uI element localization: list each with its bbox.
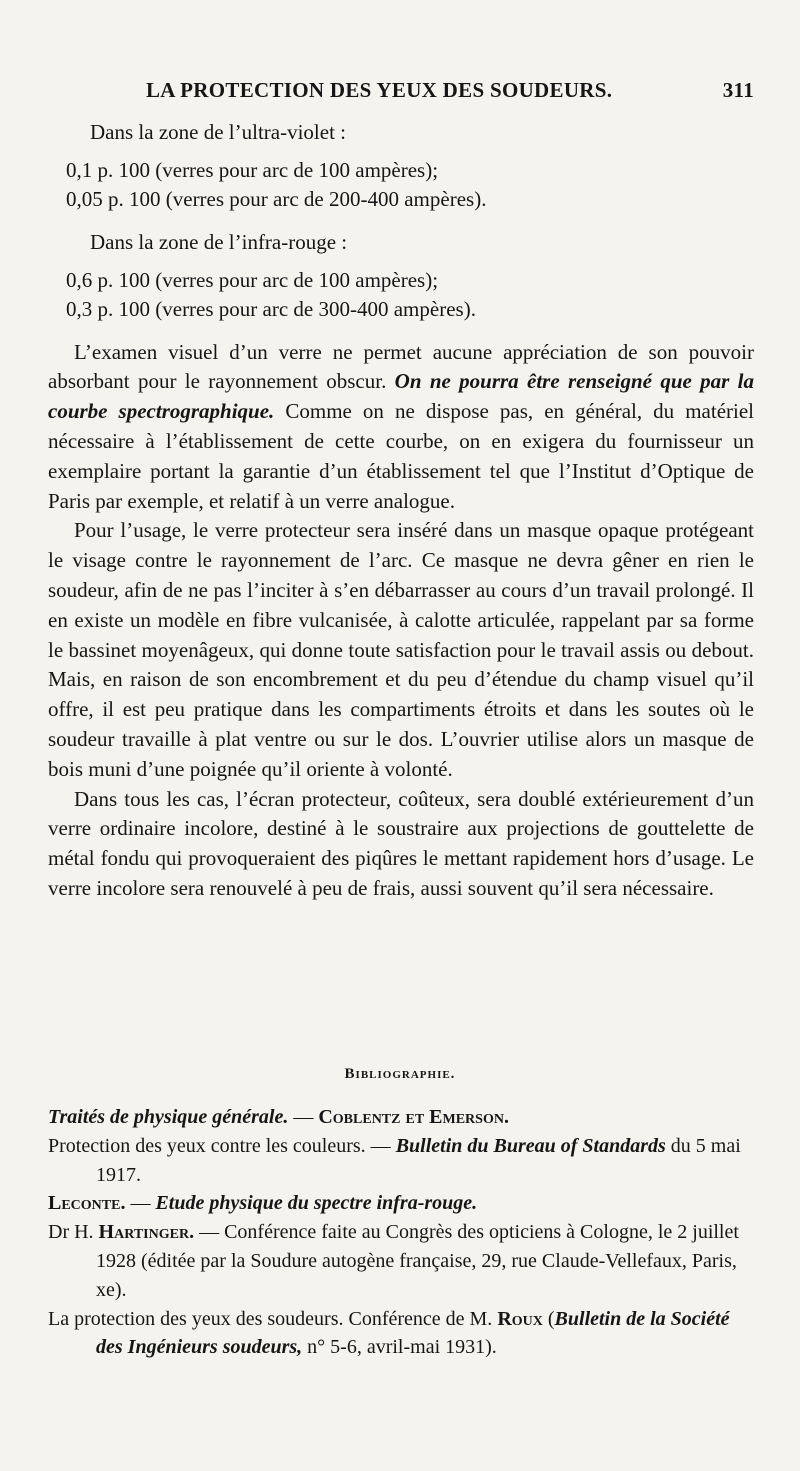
bib-entry-1-sep: — <box>288 1106 319 1128</box>
uv-zone-line-1: 0,1 p. 100 (verres pour arc de 100 ampères); <box>66 157 439 182</box>
bib-entry-4-author: Hartinger. <box>98 1221 195 1244</box>
bib-entry-2-text: Protection des yeux contre les couleurs. — <box>48 1134 396 1157</box>
paragraph-examination-part-2: Comme on ne dispose pas, en général, du matériel nécessaire à l’établissement de cette courbe, on en exigera du fournisseur un exemplaire portant la garantie d’un établissement tel que l’Institut d’Optique de Paris par exemple, et relatif à un verre analogue. <box>48 399 755 513</box>
paragraph-all-cases: Dans tous les cas, l’écran protecteur, coûteux, sera doublé extérieurement d’un verre ordinaire incolore, destiné à le soustraire aux projections de gouttelette de métal fondu qui provoqueraient des piqûres le mettant rapidement hors d’usage. Le verre incolore sera renouvelé à peu de frais, aussi souvent qu’il sera nécessaire. <box>48 786 754 900</box>
uv-zone-block <box>48 118 754 214</box>
bibliography-list <box>48 1103 754 1362</box>
ir-zone-heading: Dans la zone de l’infra-rouge : <box>90 229 348 254</box>
running-header <box>146 78 754 108</box>
bibliography-entry <box>48 1132 754 1190</box>
bib-entry-3-author: Leconte. <box>48 1192 126 1215</box>
bib-entry-5-text: La protection des yeux des soudeurs. Conférence de M. <box>48 1307 498 1330</box>
bib-entry-2-journal: Bulletin du Bureau of Standards <box>395 1134 666 1157</box>
ir-zone-block <box>48 228 754 324</box>
bib-entry-4-prefix: Dr H. <box>48 1221 99 1244</box>
main-text <box>48 118 754 904</box>
bib-entry-3-sep: — <box>125 1192 156 1215</box>
ir-zone-line-2: 0,3 p. 100 (verres pour arc de 300-400 ampères). <box>66 296 476 321</box>
bib-entry-3-title: Etude physique du spectre infra-rouge. <box>155 1192 478 1215</box>
bib-entry-1-authors: Coblentz et Emerson. <box>318 1106 509 1128</box>
bibliography-entry <box>48 1103 754 1132</box>
bib-entry-2-date: du 5 mai 1917. <box>96 1134 741 1186</box>
bib-entry-4-text: — Conférence faite au Congrès des opticiens à Cologne, le 2 juillet 1928 (éditée par la Soudure autogène française, 29, rue Claude-Vellefaux, Paris, xe). <box>96 1221 739 1301</box>
bib-entry-5-close: n° 5-6, avril-mai 1931). <box>302 1336 497 1359</box>
bib-entry-5-author: Roux <box>497 1307 543 1330</box>
paragraph-examination <box>48 338 754 517</box>
bibliography-heading: Bibliographie. <box>344 1066 456 1082</box>
bib-entry-5-journal: Bulletin de la Société des Ingénieurs soudeurs, <box>96 1307 730 1359</box>
bib-entry-5-open: ( <box>542 1307 555 1330</box>
page-number: 311 <box>722 78 754 102</box>
paragraph-examination-part-1: L’examen visuel d’un verre ne permet aucune appréciation de son pouvoir absorbant pour le rayonnement obscur. <box>48 339 754 394</box>
running-title: LA PROTECTION DES YEUX DES SOUDEURS. <box>146 78 613 102</box>
uv-zone-heading: Dans la zone de l’ultra-violet : <box>90 120 346 144</box>
bibliography-entry <box>48 1305 754 1363</box>
uv-zone-line-2: 0,05 p. 100 (verres pour arc de 200-400 ampères). <box>66 186 487 211</box>
paragraph-examination-emphasis: On ne pourra être renseigné que par la courbe spectrographique. <box>48 369 754 424</box>
bibliography-entry <box>48 1189 754 1218</box>
bib-entry-1-title: Traités de physique générale. <box>48 1106 289 1128</box>
bibliography-entry <box>48 1218 754 1304</box>
paragraph-usage: Pour l’usage, le verre protecteur sera inséré dans un masque opaque protégeant le visage contre le rayonnement de l’arc. Ce masque ne devra gêner en rien le soudeur, afin de ne pas l’inciter à s’en débarrasser au cours d’un travail prolongé. Il en existe un modèle en fibre vulcanisée, à calotte articulée, rappelant par sa forme le bassinet moyenâgeux, qui donne toute satisfaction pour le travail assis ou debout. Mais, en raison de son encombrement et du peu d’étendue du champ visuel qu’il offre, il est peu pratique dans les compartiments étroits et dans les soutes où le soudeur travaille à plat ventre ou sur le dos. L’ouvrier utilise alors un masque de bois muni d’une poignée qu’il oriente à volonté. <box>48 518 754 781</box>
ir-zone-line-1: 0,6 p. 100 (verres pour arc de 100 ampères); <box>66 267 439 292</box>
